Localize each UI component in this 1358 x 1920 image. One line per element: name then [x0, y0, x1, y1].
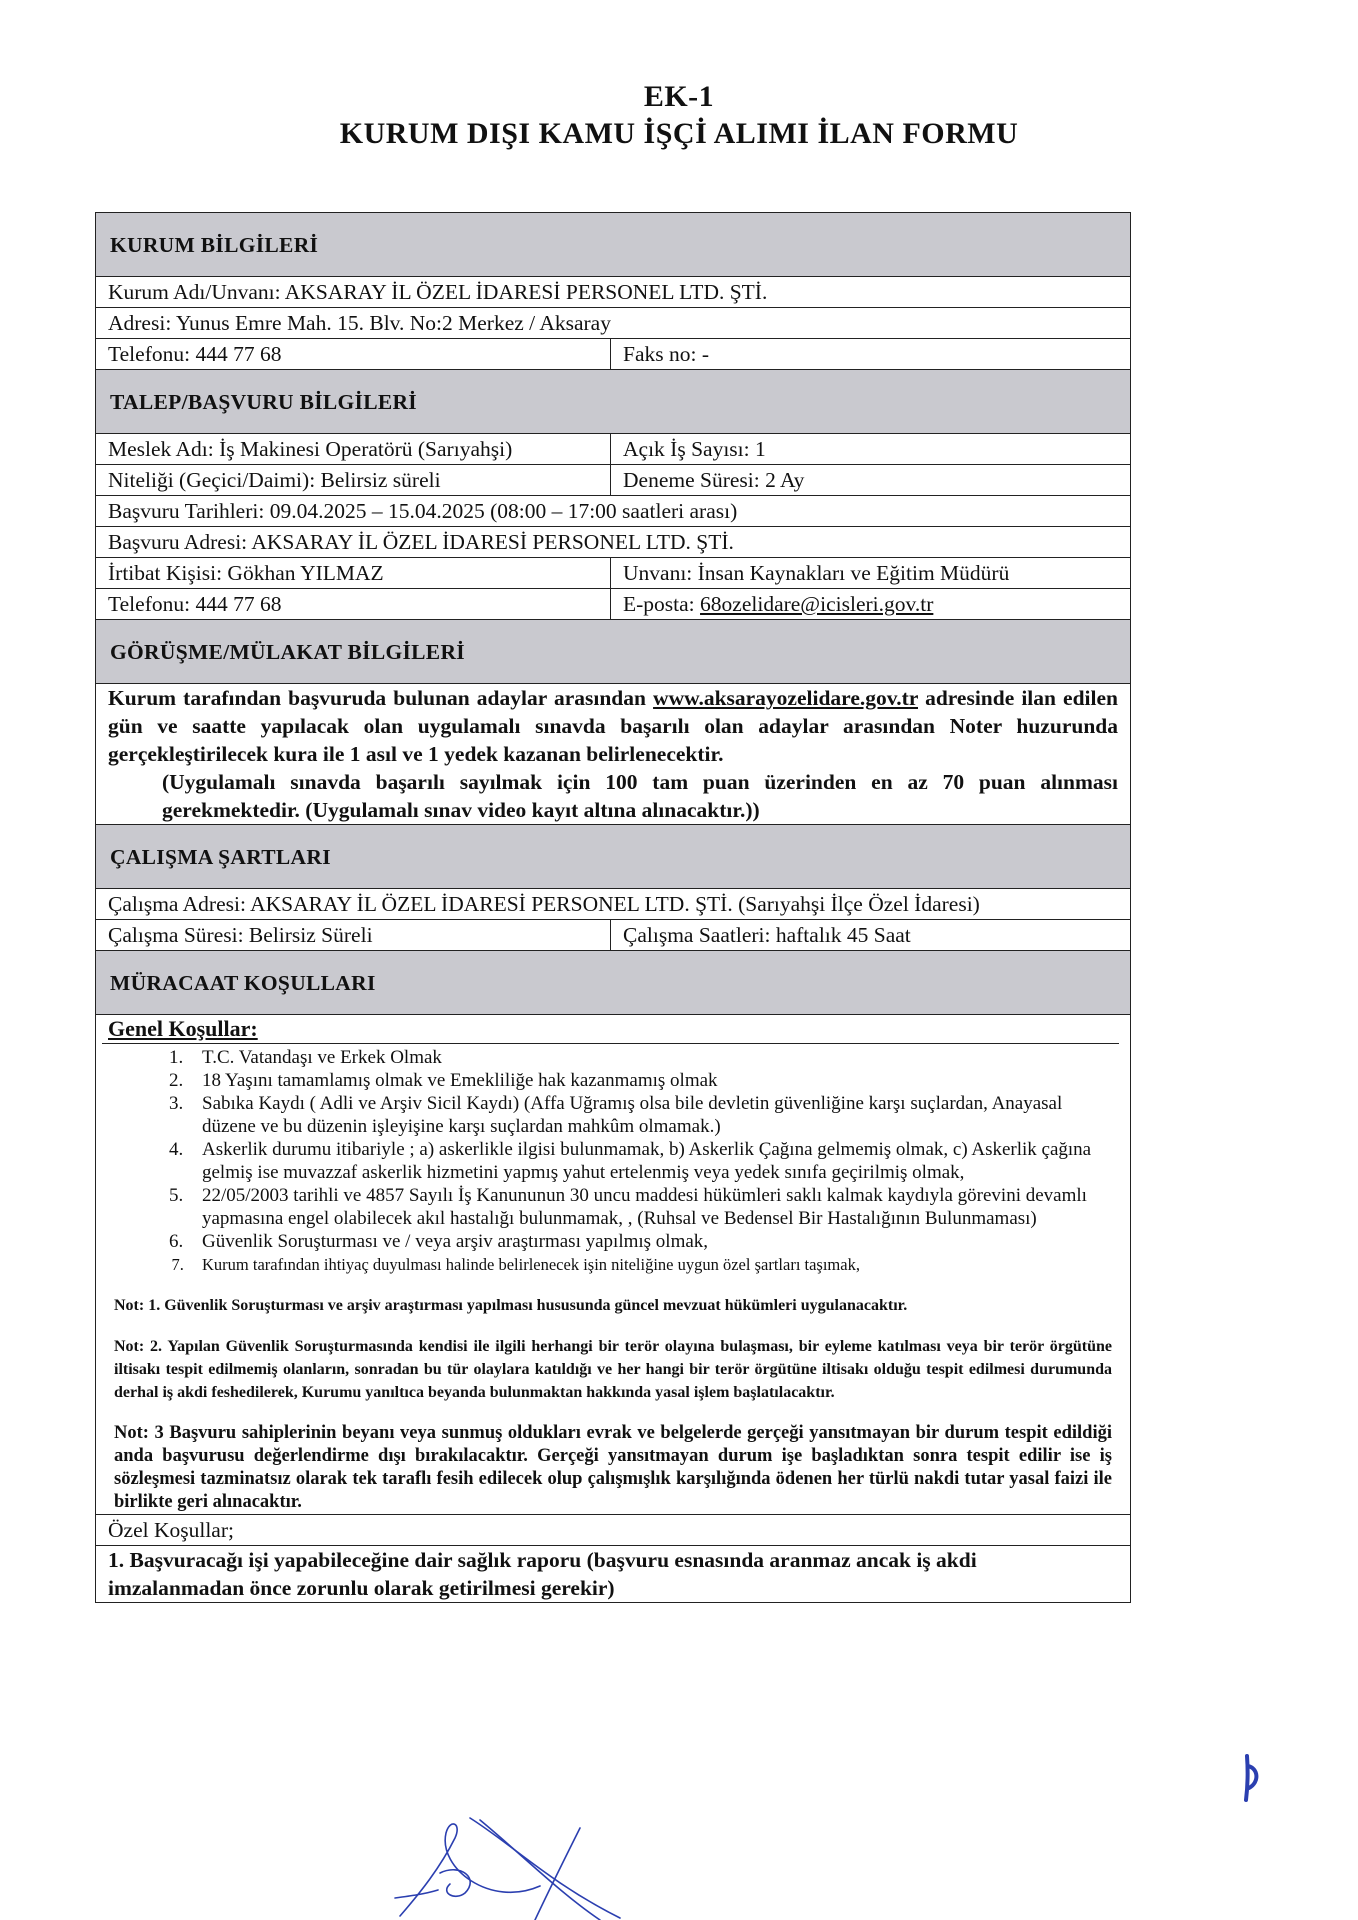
condition-item: 5. 22/05/2003 tarihli ve 4857 Sayılı İş Kanununun 30 uncu maddesi hükümleri saklı kalmak kaydıyla görevini devamlı yapmasına engel olabilecek akıl hastalığı bulunmamak, , (Ruhsal ve Bedensel Bir Hastalığının Bulunmaması): [188, 1184, 1112, 1230]
general-conditions-heading: Genel Koşullar:: [108, 1016, 258, 1041]
condition-item: 1. T.C. Vatandaşı ve Erkek Olmak: [188, 1046, 1112, 1069]
special-conditions-heading: Özel Koşullar;: [96, 1515, 1131, 1546]
trial-period: Deneme Süresi: 2 Ay: [611, 465, 1131, 496]
occupation: Meslek Adı: İş Makinesi Operatörü (Sarıyahşi): [96, 434, 611, 465]
condition-item: 7. Kurum tarafından ihtiyaç duyulması halinde belirlenecek işin niteliğine uygun özel şartları taşımak,: [188, 1253, 1112, 1276]
interview-paragraph-2: (Uygulamalı sınavda başarılı sayılmak için 100 tam puan üzerinden en az 70 puan alınması gerekmektedir. (Uygulamalı sınav video kayıt altına alınacaktır.)): [162, 770, 1118, 822]
email-label: E-posta:: [623, 592, 701, 616]
contact-person: İrtibat Kişisi: Gökhan YILMAZ: [96, 558, 611, 589]
condition-item: 3. Sabıka Kaydı ( Adli ve Arşiv Sicil Kaydı) (Affa Uğramış olsa bile devletin güvenliğine karşı suçlardan, Anayasal düzene ve bu düzenin işleyişine karşı suçlardan mahkûm olmamak.): [188, 1092, 1112, 1138]
institution-name: Kurum Adı/Unvanı: AKSARAY İL ÖZEL İDARESİ PERSONEL LTD. ŞTİ.: [96, 277, 1131, 308]
special-condition-1: 1. Başvuracağı işi yapabileceğine dair sağlık raporu (başvuru esnasında aranmaz ancak iş akdi imzalanmadan önce zorunlu olarak getirilmesi gerekir): [96, 1546, 1131, 1603]
general-conditions-list: [108, 1046, 1112, 1276]
section-interview: GÖRÜŞME/MÜLAKAT BİLGİLERİ: [96, 620, 1131, 684]
institution-address: Adresi: Yunus Emre Mah. 15. Blv. No:2 Merkez / Aksaray: [96, 308, 1131, 339]
section-request: TALEP/BAŞVURU BİLGİLERİ: [96, 370, 1131, 434]
contact-email: [611, 589, 1131, 620]
condition-item: 6. Güvenlik Soruşturması ve / veya arşiv araştırması yapılmış olmak,: [188, 1230, 1112, 1253]
note-2: Not: 2. Yapılan Güvenlik Soruşturmasında kendisi ile ilgili herhangi bir terör olayına bulaşması, bir eyleme katılması veya bir terör örgütüne iltisakı tespit edilmemiş olanların, sonradan bu tür olaylara katıldığı ve her hangi bir terör örgütüne iltisakı olduğu tespit edilmesi durumunda derhal iş akdi feshedilerek, Kurumu yanıltıca beyanda bulunmaktan hakkında yasal işlem başlatılacaktır.: [114, 1338, 1112, 1401]
note-3: Not: 3 Başvuru sahiplerinin beyanı veya sunmuş oldukları evrak ve belgelerde gerçeği yansıtmayan bir durum tespit edildiği anda başvurusu değerlendirme dışı bırakılacaktır. Gerçeği yansıtmayan durum işe başladıktan sonra tespit edilir ise iş sözleşmesi tazminatsız olarak tek taraflı fesih edilecek olup çalışmışlık karşılığında ödenen her türlü nakdi tutar yasal faizi ile birlikte geri alınacaktır.: [114, 1423, 1112, 1512]
work-hours: Çalışma Saatleri: haftalık 45 Saat: [611, 920, 1131, 951]
contact-title: Unvanı: İnsan Kaynakları ve Eğitim Müdürü: [611, 558, 1131, 589]
announcement-form: [95, 212, 1131, 1603]
application-dates: Başvuru Tarihleri: 09.04.2025 – 15.04.2025 (08:00 – 17:00 saatleri arası): [96, 496, 1131, 527]
contact-phone: Telefonu: 444 77 68: [96, 589, 611, 620]
margin-ink-mark: [1240, 1752, 1264, 1804]
annex-label: EK-1: [643, 80, 715, 113]
interview-text: [96, 684, 1131, 825]
condition-item: 2. 18 Yaşını tamamlamış olmak ve Emekliliğe hak kazanmamış olmak: [188, 1069, 1112, 1092]
section-application: MÜRACAAT KOŞULLARI: [96, 951, 1131, 1015]
section-work: ÇALIŞMA ŞARTLARI: [96, 825, 1131, 889]
application-address: Başvuru Adresi: AKSARAY İL ÖZEL İDARESİ PERSONEL LTD. ŞTİ.: [96, 527, 1131, 558]
note-1: Not: 1. Güvenlik Soruşturması ve arşiv araştırması yapılması hususunda güncel mevzuat hükümleri uygulanacaktır.: [114, 1297, 908, 1314]
email-link[interactable]: 68ozelidare@icisleri.gov.tr: [700, 592, 934, 616]
general-conditions: [96, 1015, 1131, 1515]
section-institution: KURUM BİLGİLERİ: [96, 213, 1131, 277]
work-duration: Çalışma Süresi: Belirsiz Süreli: [96, 920, 611, 951]
job-nature: Niteliği (Geçici/Daimi): Belirsiz süreli: [96, 465, 611, 496]
form-title: KURUM DIŞI KAMU İŞÇİ ALIMI İLAN FORMU: [339, 117, 1019, 150]
open-jobs: Açık İş Sayısı: 1: [611, 434, 1131, 465]
condition-item: 4. Askerlik durumu itibariyle ; a) askerlikle ilgisi bulunmamak, b) Askerlik Çağına gelmemiş olmak, c) Askerlik çağına gelmiş ise muvazzaf askerlik hizmetini yapmış yahut ertelenmiş veya yedek sınıfa geçirilmiş olmak,: [188, 1138, 1112, 1184]
interview-paragraph-1: Kurum tarafından başvuruda bulunan adaylar arasından www.aksarayozelidare.gov.tr adresinde ilan edilen gün ve saatte yapılacak olan uygulamalı sınavda başarılı olan adaylar arasından Noter huzurunda gerçekleştirilecek kura ile 1 asıl ve 1 yedek kazanan belirlenecektir.: [108, 686, 1119, 766]
institution-fax: Faks no: -: [611, 339, 1131, 370]
signature-mark: [380, 1798, 640, 1920]
work-address: Çalışma Adresi: AKSARAY İL ÖZEL İDARESİ PERSONEL LTD. ŞTİ. (Sarıyahşi İlçe Özel İdaresi): [96, 889, 1131, 920]
website-link[interactable]: www.aksarayozelidare.gov.tr: [653, 686, 918, 710]
institution-phone: Telefonu: 444 77 68: [96, 339, 611, 370]
